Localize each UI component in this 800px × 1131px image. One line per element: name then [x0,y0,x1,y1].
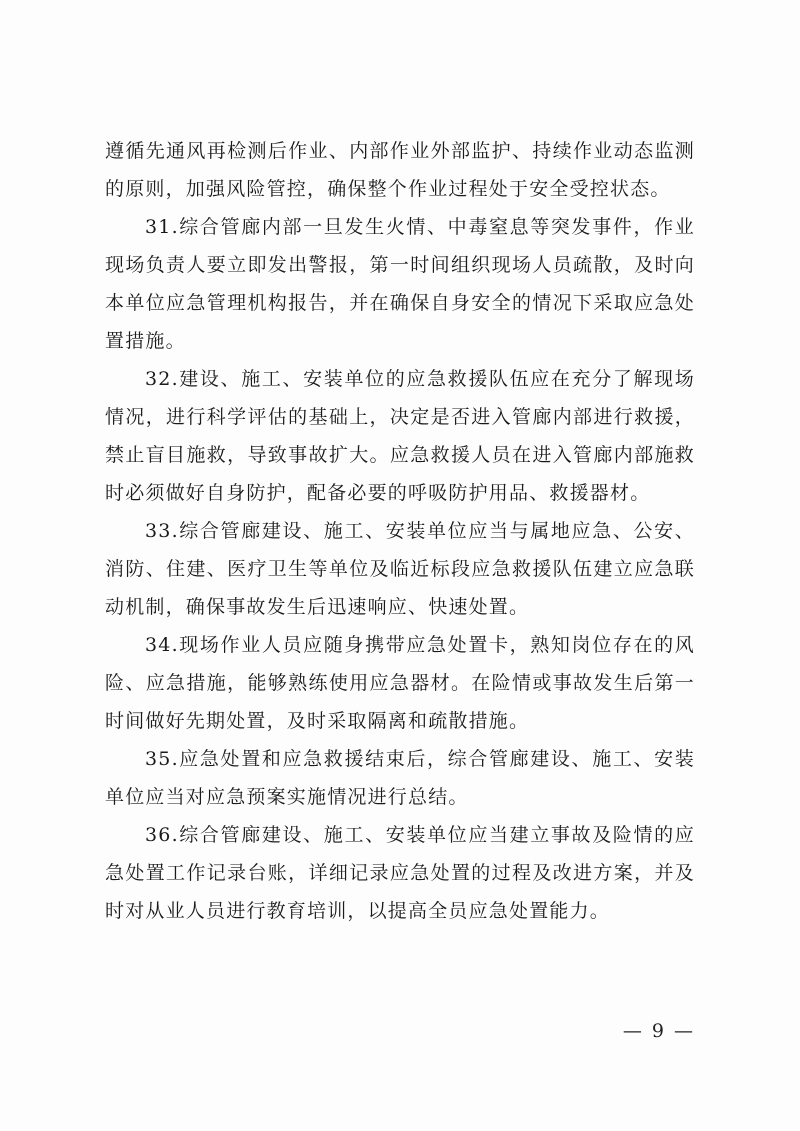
paragraph-33: 33.综合管廊建设、施工、安装单位应当与属地应急、公安、消防、住建、医疗卫生等单位及临近标段应急救援队伍建立应急联动机制，确保事故发生后迅速响应、快速处置。 [105,520,695,618]
paragraph-34: 34.现场作业人员应随身携带应急处置卡，熟知岗位存在的风险、应急措施，能够熟练使用应急器材。在险情或事故发生后第一时间做好先期处置，及时采取隔离和疏散措施。 [105,634,695,732]
paragraph-31: 31.综合管廊内部一旦发生火情、中毒窒息等突发事件，作业现场负责人要立即发出警报，第一时间组织现场人员疏散，及时向本单位应急管理机构报告，并在确保自身安全的情况下采取应急处置措施。 [105,216,695,352]
page-number: — 9 — [622,1020,695,1042]
paragraph-32: 32.建设、施工、安装单位的应急救援队伍应在充分了解现场情况，进行科学评估的基础上，决定是否进入管廊内部进行救援，禁止盲目施救，导致事故扩大。应急救援人员在进入管廊内部施救时必须做好自身防护，配备必要的呼吸防护用品、救援器材。 [105,368,695,504]
paragraph-36: 36.综合管廊建设、施工、安装单位应当建立事故及险情的应急处置工作记录台账，详细记录应急处置的过程及改进方案，并及时对从业人员进行教育培训，以提高全员应急处置能力。 [105,824,695,922]
paragraph-continued: 遵循先通风再检测后作业、内部作业外部监护、持续作业动态监测的原则，加强风险管控，确保整个作业过程处于安全受控状态。 [105,140,695,200]
body-text [105,132,695,930]
paragraph-35: 35.应急处置和应急救援结束后，综合管廊建设、施工、安装单位应当对应急预案实施情况进行总结。 [105,748,695,808]
